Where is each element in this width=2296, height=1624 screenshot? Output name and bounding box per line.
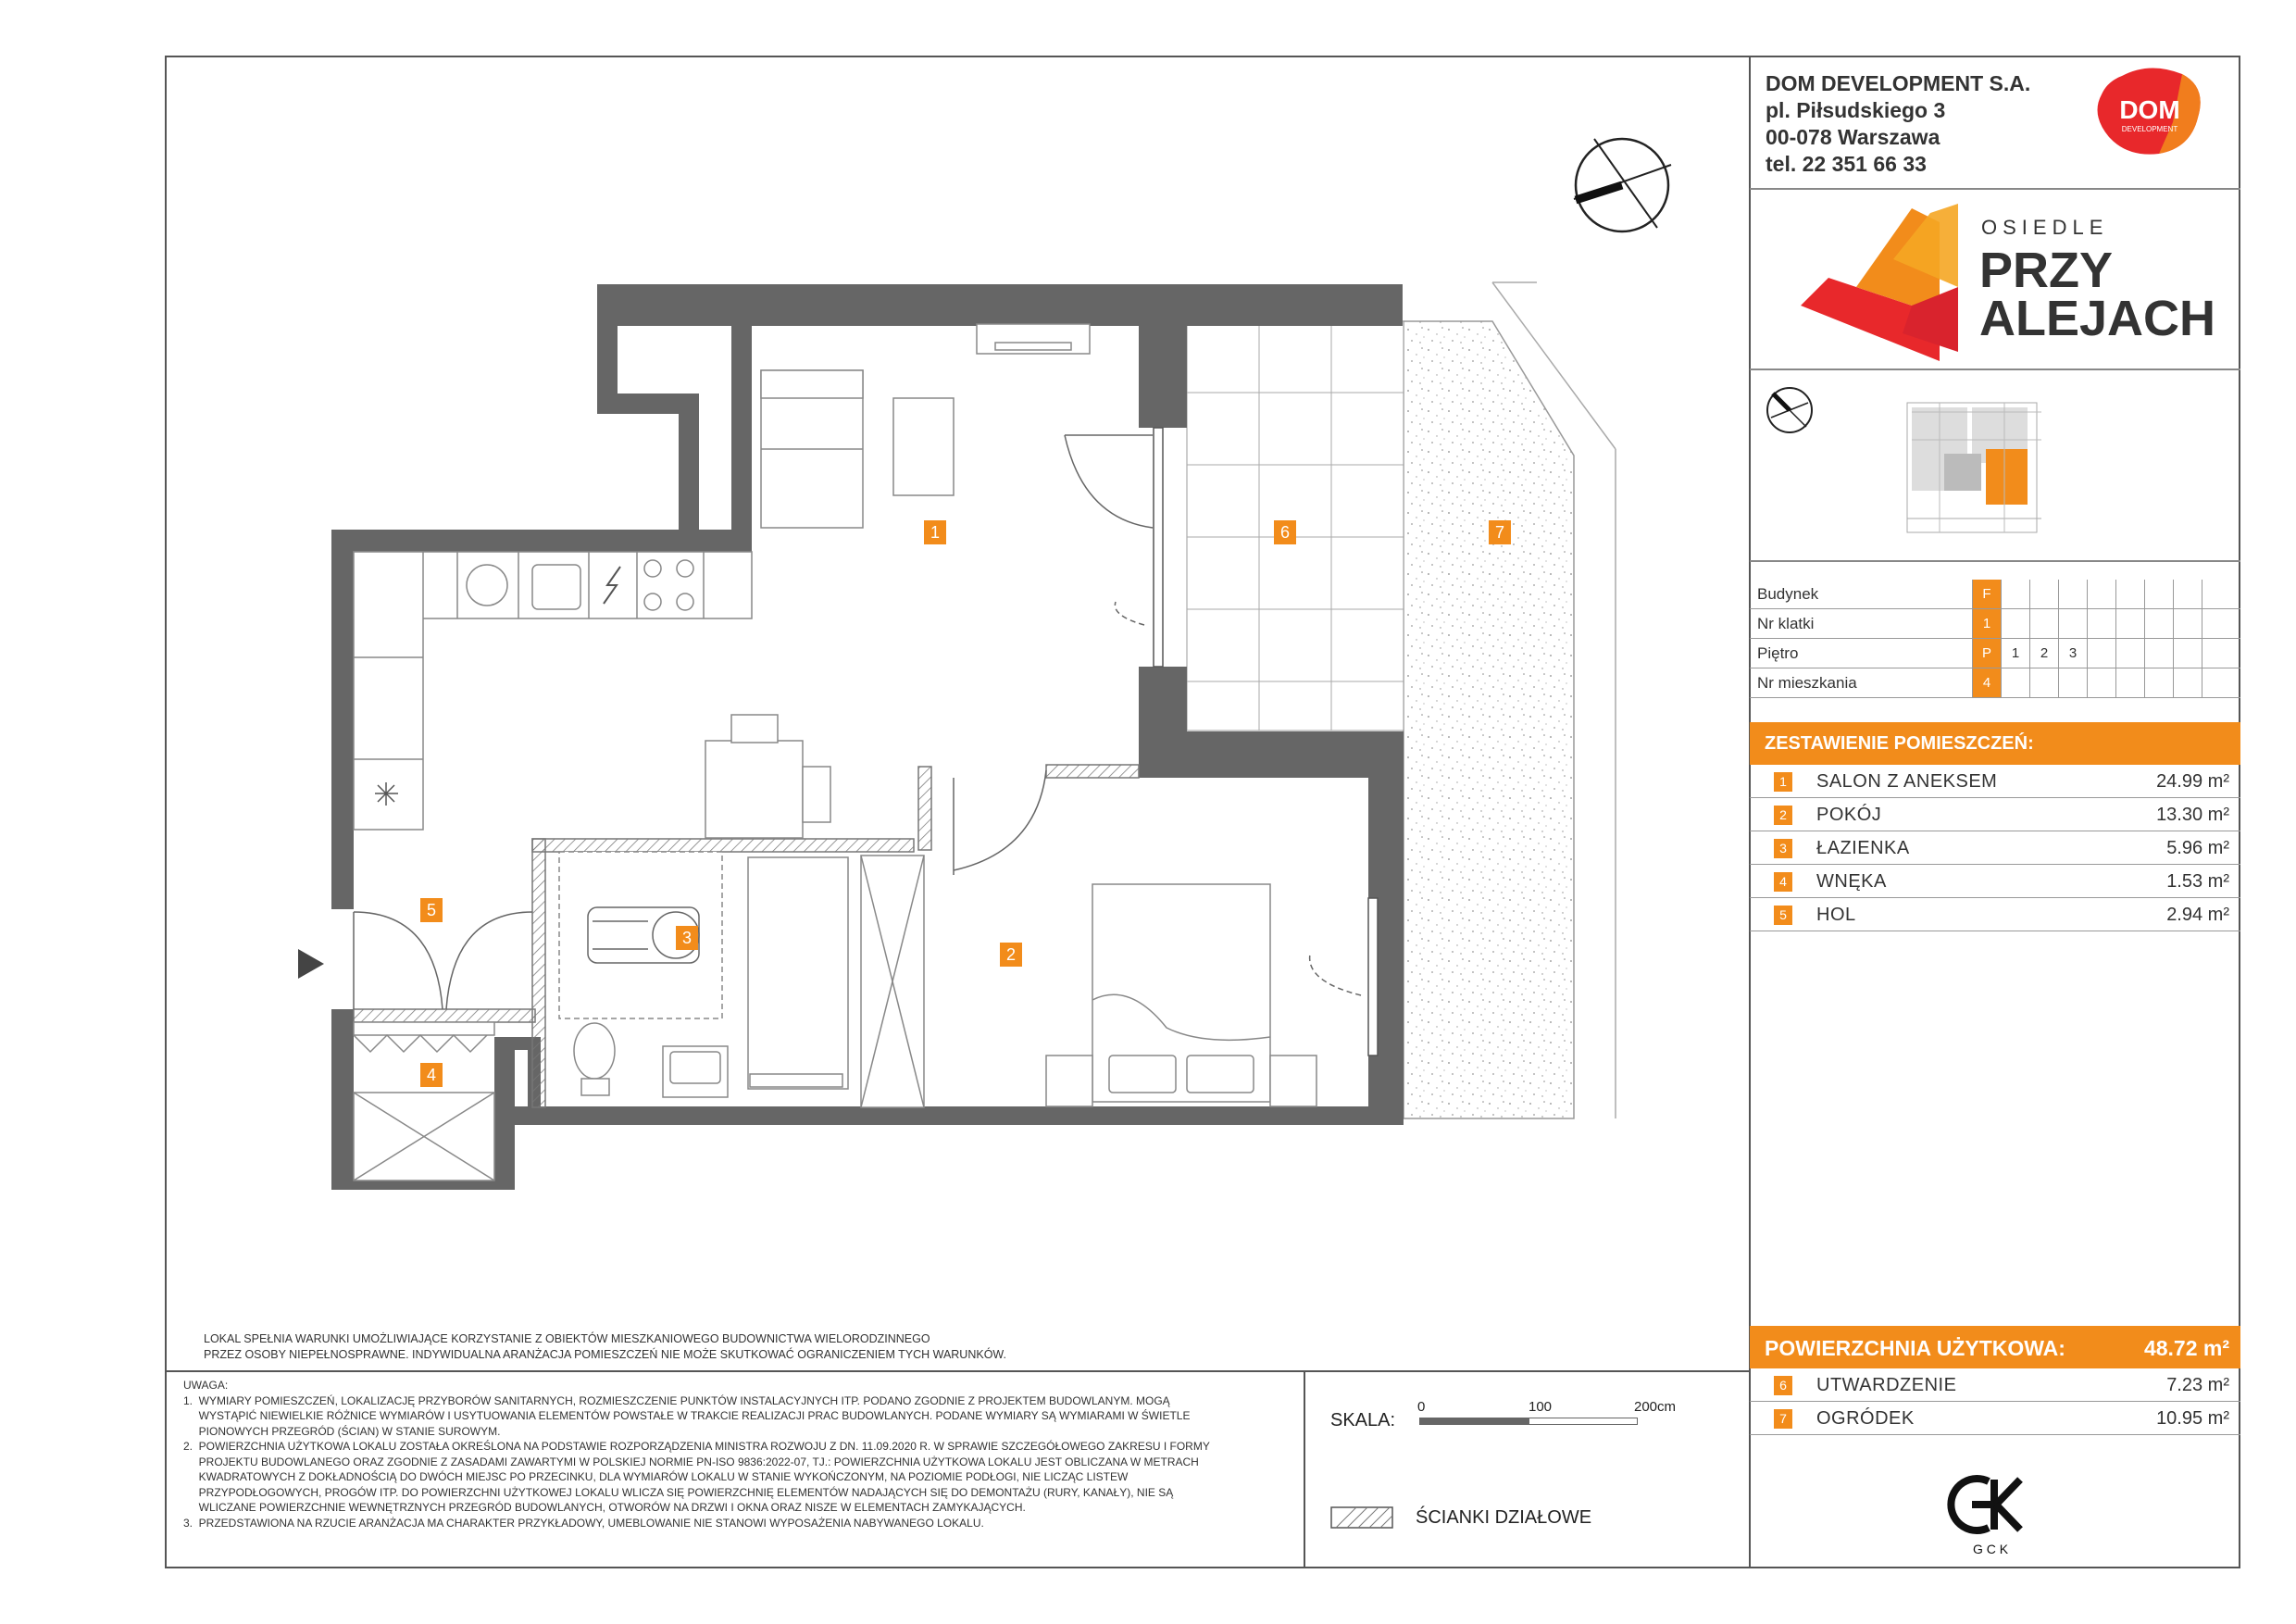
room-number: 3 — [1774, 839, 1792, 858]
divider — [1750, 188, 2240, 190]
floor-3: 3 — [2058, 639, 2087, 668]
company-street: pl. Piłsudskiego 3 — [1766, 98, 1946, 122]
bathroom — [559, 852, 924, 1107]
apartment-info-table — [1750, 580, 2240, 698]
gck-subtext: G C K — [1972, 1542, 2009, 1556]
plan-label-2: 2 — [1000, 943, 1022, 967]
floor-row — [1750, 639, 2240, 668]
room-area: 2.94 m² — [2166, 905, 2229, 925]
scale-label: SKALA: — [1330, 1410, 1396, 1430]
extra-area: 7.23 m² — [2166, 1375, 2229, 1395]
room-name: HOL — [1816, 905, 1856, 925]
room-row — [1750, 765, 2240, 798]
apartment-row — [1750, 668, 2240, 698]
project-line2: PRZY — [1979, 243, 2114, 298]
notes-title: UWAGA: — [183, 1379, 229, 1392]
niche — [354, 1022, 494, 1181]
stair-value: 1 — [1972, 609, 2001, 638]
floor-0: P — [1972, 639, 2001, 668]
gck-logo — [1935, 1470, 2055, 1558]
dom-logo — [2094, 67, 2205, 157]
room-number: 5 — [1774, 906, 1792, 925]
company-name: DOM DEVELOPMENT S.A. — [1766, 71, 2031, 95]
room-number: 2 — [1774, 806, 1792, 825]
extra-name: UTWARDZENIE — [1816, 1375, 1957, 1395]
extra-number: 7 — [1774, 1409, 1792, 1429]
room-number: 1 — [1774, 772, 1792, 792]
room-area: 1.53 m² — [2166, 871, 2229, 892]
divider — [1304, 1370, 1305, 1568]
extra-area: 10.95 m² — [2156, 1408, 2229, 1429]
extra-name: OGRÓDEK — [1816, 1408, 1915, 1429]
compass-icon — [1574, 139, 1671, 231]
room-area: 24.99 m² — [2156, 771, 2229, 792]
accessibility-note: LOKAL SPEŁNIA WARUNKI UMOŻLIWIAJĄCE KORZYSTANIE Z OBIEKTÓW MIESZKANIOWEGO BUDOWNICTWA WIELORODZINNEGO PRZEZ OSOBY NIEPEŁNOSPRAWNE. INDYWIDUALNA ARANŻACJA POMIESZCZEŃ NIE MOŻE SKUTKOWAĆ OGRANICZENIEM TYCH WARUNKÓW. — [204, 1332, 1007, 1361]
partition-label: ŚCIANKI DZIAŁOWE — [1416, 1507, 1592, 1528]
plan-label-1: 1 — [924, 520, 946, 544]
floor-label: Piętro — [1757, 644, 1799, 662]
room-row — [1750, 831, 2240, 865]
scale-tick-0: 0 — [1417, 1399, 1426, 1415]
company-info — [1766, 70, 2030, 178]
room-name: ŁAZIENKA — [1816, 838, 1910, 858]
usable-area-bar — [1750, 1326, 2240, 1368]
company-city: 00-078 Warszawa — [1766, 125, 1940, 149]
building-row — [1750, 580, 2240, 609]
plan-label-5: 5 — [420, 898, 443, 922]
room-area: 13.30 m² — [2156, 805, 2229, 825]
partition-legend — [1330, 1506, 1701, 1534]
room-name: POKÓJ — [1816, 805, 1882, 825]
room-name: SALON Z ANEKSEM — [1816, 771, 1998, 792]
divider — [165, 1370, 1750, 1372]
rooms-header-text: ZESTAWIENIE POMIESZCZEŃ: — [1765, 733, 2034, 754]
plan-label-4: 4 — [420, 1063, 443, 1087]
floor-1: 1 — [2001, 639, 2029, 668]
floor-2: 2 — [2029, 639, 2058, 668]
usable-area-label: POWIERZCHNIA UŻYTKOWA: — [1765, 1336, 2065, 1360]
entrance-arrow-icon — [298, 949, 324, 979]
scale-tick-100: 100 — [1529, 1399, 1553, 1415]
apartment-label: Nr mieszkania — [1757, 674, 1857, 692]
rooms-header — [1750, 722, 2240, 765]
divider — [1750, 560, 2240, 562]
room-number: 4 — [1774, 872, 1792, 892]
plan-label-7: 7 — [1489, 520, 1511, 544]
plan-label-3: 3 — [676, 926, 698, 950]
room-area: 5.96 m² — [2166, 838, 2229, 858]
scale-tick-200: 200cm — [1634, 1399, 1677, 1415]
project-line3: ALEJACH — [1979, 291, 2216, 346]
apartment-value: 4 — [1972, 668, 2001, 697]
compass-small-icon — [1767, 388, 1812, 432]
company-phone: tel. 22 351 66 33 — [1766, 152, 1927, 176]
notes-block: UWAGA: 1. WYMIARY POMIESZCZEŃ, LOKALIZACJĘ PRZYBORÓW SANITARNYCH, ROZMIESZCZENIE PUNKTÓW INSTALACYJNYCH ITP. PODANO ZGODNIE Z PROJEKTEM BUDOWLANYM. MOGĄ WYSTĄPIĆ NIEWIELKIE RÓŻNICE WYMIARÓW I USYTUOWANIA ELEMENTÓW POWSTAŁE W TRAKCIE REALIZACJI PRAC BUDOWLANYCH. PODANE WYMIARY SĄ WYMIARAMI W ŚWIETLE PIONOWYCH PRZEGRÓD (ŚCIAN) W STANIE SUROWYM. 2. POWIERZCHNIA UŻYTKOWA LOKALU ZOSTAŁA OKREŚLONA NA PODSTAWIE ROZPORZĄDZENIA MINISTRA ROZWOJU Z DN. 11.09.2020 R. W SPRAWIE SZCZEGÓŁOWEGO ZAKRESU I FORMY PROJEKTU BUDOWLANEGO ORAZ ZGODNIE Z ZASADAMI ZAWARTYMI W POLSKIEJ NORMIE PN-ISO 9836:2022-07, TJ.: POWIERZCHNIA UŻYTKOWA LOKALU JEST OBLICZANA W METRACH KWADRATOWYCH Z DOKŁADNOŚCIĄ DO DWÓCH MIEJSC PO PRZECINKU, DLA WYMIARÓW LOKALU W STANIE WYKOŃCZONYM, NA POZIOMIE PODŁOGI, NIE LICZĄC LISTEW PRZYPODŁOGOWYCH, PROGÓW ITP. DO POWIERZCHNI UŻYTKOWEJ LOKALU WLICZA SIĘ POWIERZCHNIĘ ELEMENTÓW NADAJĄCYCH SIĘ DO DEMONTAŻU (RURY, KANAŁY), NIE SĄ WLICZANE POWIERZCHNIE WEWNĘTRZNYCH PRZEGRÓD BUDOWLANYCH, OTWORÓW NA DRZWI I OKNA ORAZ NISZE W ELEMENTACH ZAMYKAJĄCYCH. 3. PRZEDSTAWIONA NA RZUCIE ARANŻACJA MA CHARAKTER PRZYKŁADOWY, UMEBLOWANIE NIE STANOWI WYPOSAŻENIA NABYWANEGO LOKALU. — [183, 1379, 1210, 1530]
building-label: Budynek — [1757, 585, 1819, 603]
building-value: F — [1972, 580, 2001, 608]
project-line1: OSIEDLE — [1981, 216, 2109, 239]
project-logo — [1801, 204, 2216, 361]
extra-row — [1750, 1402, 2240, 1435]
plan-label-6: 6 — [1274, 520, 1296, 544]
stair-row — [1750, 609, 2240, 639]
room-row — [1750, 798, 2240, 831]
key-plan — [1764, 384, 2088, 551]
stair-label: Nr klatki — [1757, 615, 1815, 632]
extra-row — [1750, 1368, 2240, 1402]
divider — [1750, 369, 2240, 370]
extra-number: 6 — [1774, 1376, 1792, 1395]
room-row — [1750, 898, 2240, 931]
hatch-icon — [1330, 1506, 1395, 1529]
room-name: WNĘKA — [1816, 871, 1887, 892]
room-row — [1750, 865, 2240, 898]
logo-subtext: DEVELOPMENT — [2121, 125, 2178, 133]
usable-area-value: 48.72 m² — [2143, 1336, 2229, 1360]
scale-bar — [1329, 1393, 1717, 1449]
logo-text: DOM — [2119, 95, 2180, 124]
